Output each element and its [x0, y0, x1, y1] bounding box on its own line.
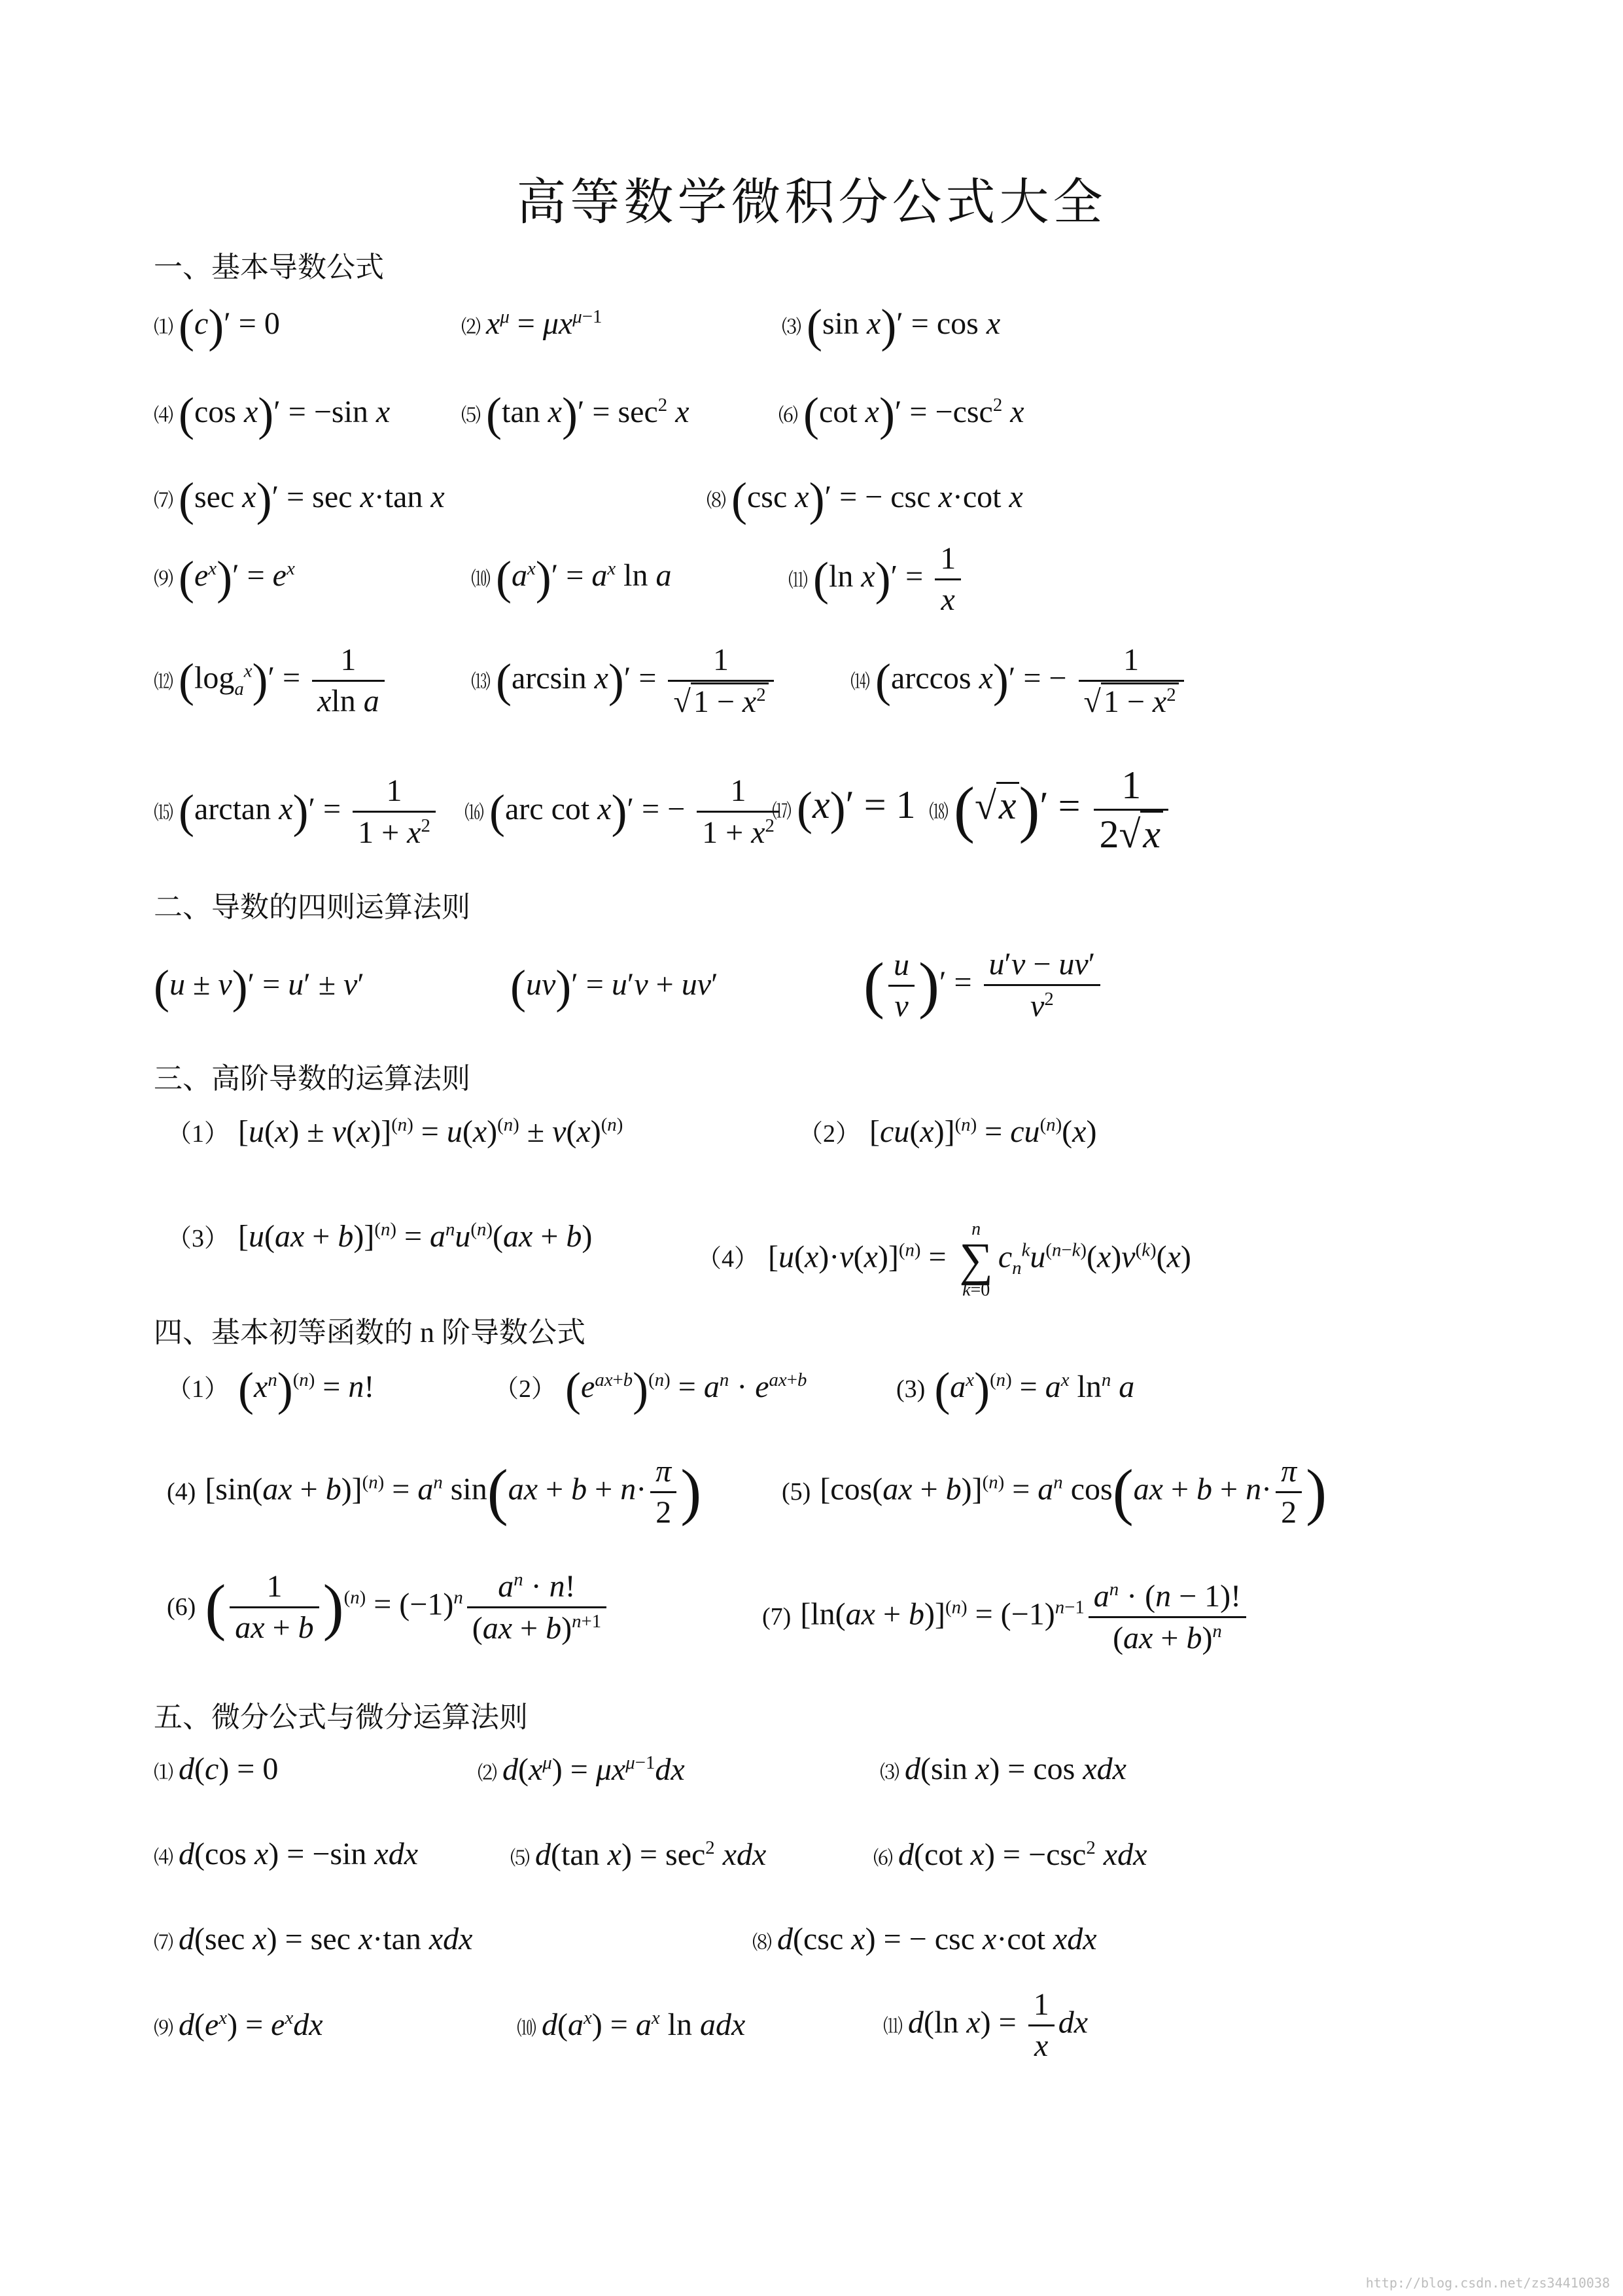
- formula-14: ⒁ (arccos x)′ = − $\frac{1}{√1 - x^2}$: [850, 645, 1188, 718]
- diff-5: ⑸ d(tan $x) = \sec^2$ xdx: [510, 1837, 767, 1872]
- nth-6-reciprocal: (6) ( $\frac{1}{ax + b}$ )$^{(n)} = (-1)^n$ $\frac{a^n \cdot n!}{(ax + b)^{n+1}}$: [167, 1570, 610, 1644]
- diff-2: ⑵ $d(x^\mu) = \mu x^{\mu-1}dx$: [478, 1752, 685, 1787]
- higher-3: （3） $[u(ax + b)]^{(n)} = a^nu^{(n)}(ax + b)$: [167, 1219, 593, 1254]
- formula-10: ⑽ $(a^x)' = a^x$ ln a: [471, 552, 672, 605]
- nth-3: (3) $(a^x)^{(n)} = a^x$ $\ln^n a$: [896, 1363, 1135, 1416]
- section-heading-4: 四、基本初等函数的 n 阶导数公式: [154, 1316, 585, 1349]
- formula-8: ⑻ (csc x)′ = − csc x·cot x: [707, 473, 1023, 525]
- rule-sum: (u ± v)′ = u′ ± v′: [154, 961, 364, 1013]
- nth-4-sin: (4) $[\sin(ax + b)]^{(n)} = a^n$ sin(ax + b + n· $\frac{\pi}{2}$ ): [167, 1454, 702, 1530]
- nth-7-log: (7) $[\ln(ax + b)]^{(n)} = (-1)^{n-1}$ $\frac{a^n \cdot (n - 1)!}{(ax + b)^n}$: [762, 1580, 1250, 1654]
- diff-6: ⑹ d(cot $x) = -\csc^2$ xdx: [873, 1837, 1147, 1872]
- higher-4-leibniz: （4） $[u(x)\cdot v(x)]^{(n)}$ = n ∑ k=0 $c_n^ku^{(n-k)}(x)v^{(k)}(x)$: [697, 1219, 1191, 1300]
- formula-2: ⑵ $x^\mu = \mu x^{\mu-1}$: [461, 306, 602, 341]
- higher-1: （1） $[u(x) \pm v(x)]^{(n)} = u(x)^{(n)} \pm v(x)^{(n)}$: [167, 1114, 623, 1149]
- formula-1: ⑴ (c)′ = 0: [154, 300, 280, 352]
- formula-6: ⑹ (cot $x)' = -\csc^2$ x: [778, 388, 1024, 441]
- watermark: http://blog.csdn.net/zs34410038: [1365, 2275, 1610, 2291]
- diff-8: ⑻ d(csc x) = − csc x·cot xdx: [752, 1922, 1097, 1956]
- diff-11: ⑾ d(ln x) = $\frac{1}{x}$ dx: [883, 1987, 1089, 2063]
- formula-16: ⒃ (arc cot x)′ = − $\frac{1}{1 + x^2}$: [464, 775, 784, 849]
- diff-3: ⑶ d(sin x) = cos xdx: [880, 1752, 1126, 1786]
- formula-7: ⑺ (sec x)′ = sec x·tan x: [154, 473, 445, 525]
- formula-3: ⑶ (sin x)′ = cos x: [782, 300, 1001, 352]
- diff-7: ⑺ d(sec x) = sec x·tan xdx: [154, 1922, 473, 1956]
- formula-18: ⒅(√x)′ = $\frac{1}{2√x}$: [929, 766, 1172, 854]
- nth-5-cos: (5) $[\cos(ax + b)]^{(n)} = a^n$ cos(ax + b + n· $\frac{\pi}{2}$ ): [782, 1454, 1327, 1530]
- formula-17: ⒄ (x)′ = 1: [772, 782, 916, 835]
- diff-9: ⑼ $d(e^x) = e^xdx$: [154, 2007, 323, 2042]
- page-title: 高等数学微积分公式大全: [516, 175, 1107, 230]
- diff-1: ⑴ d(c) = 0: [154, 1752, 279, 1786]
- rule-product: (uv)′ = u′v + uv′: [510, 961, 718, 1013]
- nth-2: （2） $(e^{ax+b})^{(n)} = a^n \cdot e^{ax+b}$: [494, 1363, 807, 1416]
- formula-15: ⒂ (arctan x)′ = $\frac{1}{1 + x^2}$: [154, 775, 440, 849]
- formula-9: ⑼ $(e^x)' = e^x$: [154, 552, 295, 605]
- formula-12: ⑿ $(\log_a^x)'$ = $\frac{1}{\text{xln a}}$: [154, 645, 389, 717]
- section-heading-2: 二、导数的四则运算法则: [154, 891, 470, 923]
- section-heading-5: 五、微分公式与微分运算法则: [154, 1701, 528, 1733]
- diff-10: ⑽ $d(a^x) = a^x$ ln adx: [517, 2007, 746, 2042]
- formula-11: ⑾ (ln x)′ = $\frac{1}{x}$: [788, 543, 965, 616]
- diff-4: ⑷ d(cos x) = −sin xdx: [154, 1837, 419, 1871]
- formula-5: ⑸ (tan $x)' = \sec^2 x$: [461, 388, 689, 441]
- higher-2: （2） $[cu(x)]^{(n)} = cu^{(n)}(x)$: [798, 1114, 1097, 1149]
- formula-4: ⑷ (cos x)′ = −sin x: [154, 388, 391, 440]
- formula-13: ⒀ (arcsin x)′ = $\frac{1}{√1 - x^2}$: [471, 645, 778, 718]
- section-heading-1: 一、基本导数公式: [154, 251, 384, 283]
- nth-1: （1） $(x^n)^{(n)} = n$!: [167, 1363, 375, 1416]
- rule-quotient: ( $\frac{u}{v}$ )′ = $\frac{u'v - uv'}{v^2}$: [864, 949, 1104, 1022]
- section-heading-3: 三、高阶导数的运算法则: [154, 1063, 470, 1095]
